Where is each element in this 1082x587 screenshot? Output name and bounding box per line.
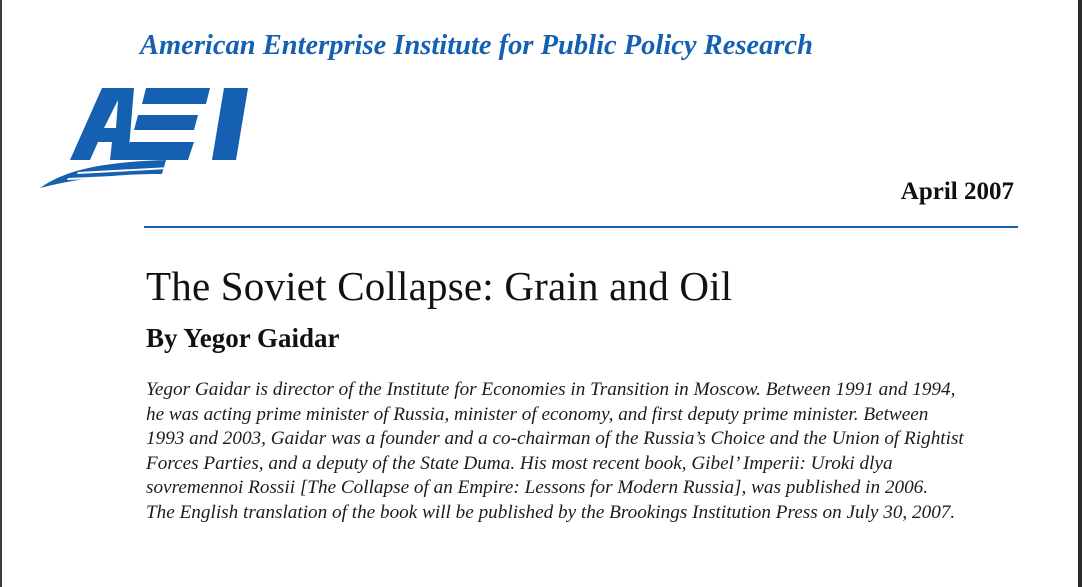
author-bio-line: Forces Parties, and a deputy of the State Duma. His most recent book, Gibel’ Imperii: Uroki dlya	[146, 452, 893, 474]
author-bio-line: Yegor Gaidar is director of the Institute for Economies in Transition in Moscow. Between 1991 and 1994,	[146, 379, 956, 400]
article-byline: By Yegor Gaidar	[146, 323, 340, 353]
publication-date: April 2007	[900, 178, 1014, 205]
window-border-left	[0, 0, 2, 587]
author-bio-line: he was acting prime minister of Russia, minister of economy, and first deputy prime minister. Between	[146, 403, 929, 425]
org-name: American Enterprise Institute for Public Policy Research	[140, 30, 813, 61]
article-body-cutoff	[146, 574, 1026, 587]
author-bio-line: sovremennoi Rossii [The Collapse of an Empire: Lessons for Modern Russia], was published in 2006.	[146, 477, 929, 498]
author-bio	[146, 378, 1026, 525]
aei-logo	[38, 82, 258, 192]
header-divider	[144, 226, 1018, 228]
article-title: The Soviet Collapse: Grain and Oil	[146, 263, 733, 309]
author-bio-line: 1993 and 2003, Gaidar was a founder and a co-chairman of the Russia’s Choice and the Union of Rightist	[146, 428, 964, 449]
author-bio-line: The English translation of the book will be published by the Brookings Institution Press on July 30, 2007.	[146, 501, 956, 523]
window-border-right	[1078, 0, 1082, 587]
